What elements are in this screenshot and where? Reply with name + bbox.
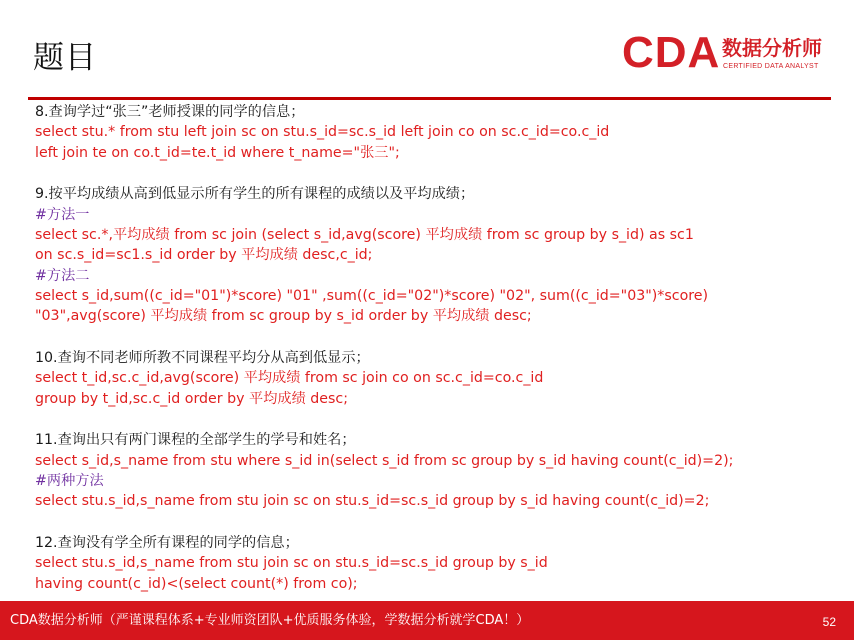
sql-comment: #方法一	[35, 206, 90, 223]
question-section	[35, 533, 840, 594]
sql-line: on sc.s_id=sc1.s_id order by 平均成绩 desc,c_id;	[35, 247, 373, 264]
cda-logo	[622, 28, 836, 77]
logo-subtitle: CERTIFIED DATA ANALYST	[723, 63, 819, 70]
sql-line: having count(c_id)<(select count(*) from co);	[35, 575, 358, 592]
page-number: 52	[822, 615, 836, 629]
logo-cda-text: CDA	[622, 28, 721, 77]
question-section	[35, 102, 840, 163]
question-heading: 12.查询没有学全所有课程的同学的信息；	[35, 535, 299, 552]
question-section	[35, 430, 840, 511]
sql-line: select stu.* from stu left join sc on stu.s_id=sc.s_id left join co on sc.c_id=co.c_id	[35, 124, 610, 141]
sql-line: select s_id,s_name from stu where s_id in(select s_id from sc group by s_id having count(c_id)=2);	[35, 452, 734, 469]
title-divider	[28, 97, 831, 100]
section-gap	[35, 409, 840, 431]
sql-line: left join te on co.t_id=te.t_id where t_name="张三";	[35, 144, 400, 161]
question-heading: 10.查询不同老师所教不同课程平均分从高到低显示；	[35, 349, 370, 366]
question-heading: 11.查询出只有两门课程的全部学生的学号和姓名；	[35, 432, 356, 449]
sql-line: "03",avg(score) 平均成绩 from sc group by s_id order by 平均成绩 desc;	[35, 308, 532, 325]
question-list	[35, 102, 840, 594]
section-gap	[35, 326, 840, 348]
sql-line: select stu.s_id,s_name from stu join sc on stu.s_id=sc.s_id group by s_id	[35, 555, 548, 572]
sql-line: select stu.s_id,s_name from stu join sc on stu.s_id=sc.s_id group by s_id having count(c_id)=2;	[35, 493, 710, 510]
sql-line: select s_id,sum((c_id="01")*score) "01" ,sum((c_id="02")*score) "02", sum((c_id="03")*score)	[35, 287, 709, 304]
slide-title: 题目	[33, 40, 97, 76]
sql-line: group by t_id,sc.c_id order by 平均成绩 desc;	[35, 390, 349, 407]
question-section	[35, 184, 840, 326]
footer-text: CDA数据分析师（严谨课程体系+专业师资团队+优质服务体验，学数据分析就学CDA！）	[10, 613, 530, 628]
section-gap	[35, 512, 840, 534]
question-heading: 9.按平均成绩从高到低显示所有学生的所有课程的成绩以及平均成绩；	[35, 186, 475, 203]
sql-comment: #两种方法	[35, 472, 104, 489]
question-section	[35, 348, 840, 409]
section-gap	[35, 163, 840, 185]
sql-line: select t_id,sc.c_id,avg(score) 平均成绩 from sc join co on sc.c_id=co.c_id	[35, 370, 544, 387]
footer-bar	[0, 601, 854, 640]
sql-line: select sc.*,平均成绩 from sc join (select s_id,avg(score) 平均成绩 from sc group by s_id) as sc1	[35, 226, 694, 243]
sql-comment: #方法二	[35, 267, 90, 284]
question-heading: 8.查询学过“张三”老师授课的同学的信息；	[35, 104, 305, 120]
logo-chinese-text: 数据分析师	[722, 36, 822, 60]
